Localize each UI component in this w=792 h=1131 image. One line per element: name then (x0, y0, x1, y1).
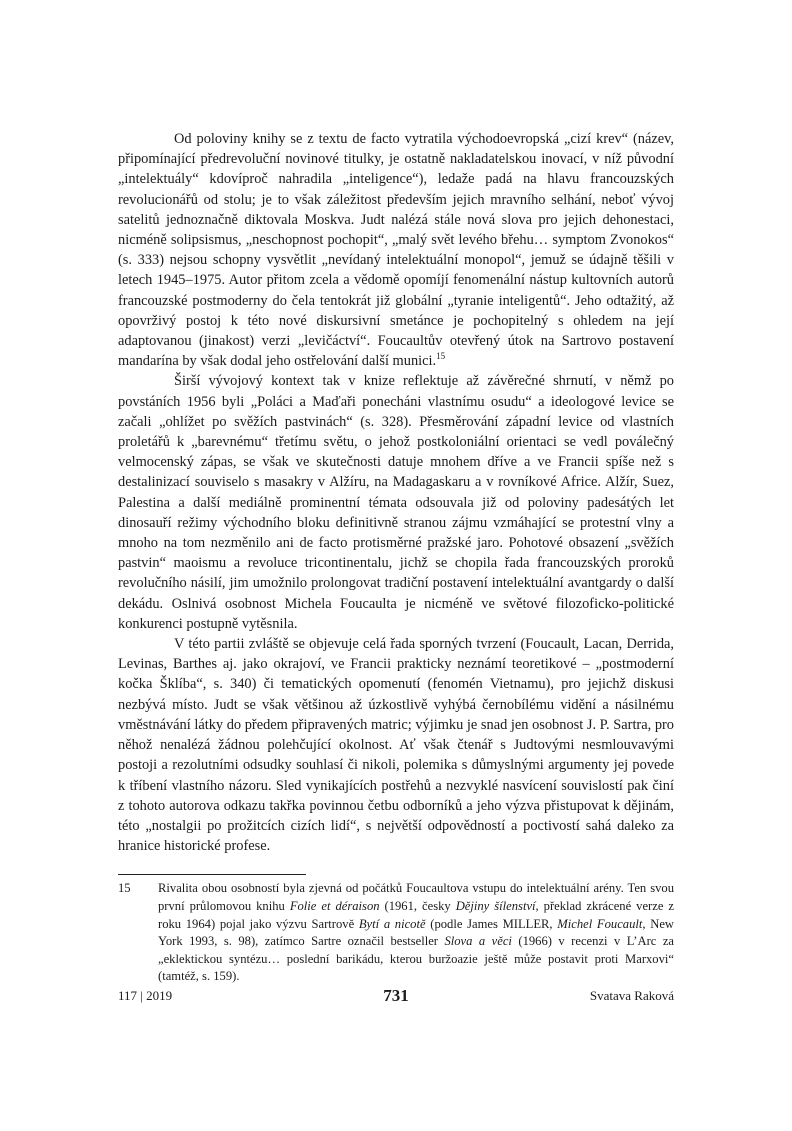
footnote-number: 15 (118, 881, 131, 896)
footnote-separator (118, 874, 306, 875)
page-number: 731 (383, 986, 409, 1005)
paragraph-text: Od poloviny knihy se z textu de facto vytratila východoevropská „cizí krev“ (název, připomínající předrevoluční novinové titulky, je ostatně nakladatelskou inovací, v níž původní „intelektuály“ kdovíproč nahradila „inteligence“), ledaže padá na hlavu francouzských revolucionářů od stolu; je to však záležitost především jejich mravního selhání, neboť vývoj satelitů jednoznačně diktovala Moskva. Judt nalézá stále nová slova pro jejich dehonestaci, nicméně solipsismus, „neschopnost pochopit“, „malý svět levého břehu… symptom Zvonokos“ (s. 333) nejsou schopny vysvětlit „nevídaný intelektuální monopol“, jemuž se údajně těšili v letech 1945–1975. Autor přitom zcela a vědomě opomíjí fenomenální nástup kultovních autorů francouzské postmoderny do čela tentokrát již globální „tyranie inteligentů“. Jeho odtažitý, až opovrživý postoj k této nové diskursivní smetánce je pochopitelný s ohledem na její adaptovanou (jinakost) verzi „levičáctví“. Foucaultův otevřený útok na Sartrovo postavení mandarína by však dodal jeho ostřelování další munici. (118, 131, 674, 370)
footnote-text-segment: Rivalita obou osobností byla zjevná od počátků Foucaultova vstupu do intelektuální arény. Ten svou první průlomovou knihu (158, 881, 674, 913)
page-content (118, 129, 674, 986)
article-body (118, 129, 674, 856)
issue-label: 117 | 2019 (118, 988, 173, 1003)
book-title-italic: Michel Foucault (557, 916, 643, 931)
paragraph (118, 634, 674, 856)
book-title-italic: Slova a věci (444, 934, 512, 949)
footnote-text-segment: (1966) v recenzi v L’Arc za „eklektickou syntézu… poslední barikádu, kterou buržoazie ještě může postavit proti Marxovi“ (tamtéž, s. 159). (158, 934, 674, 984)
paragraph (118, 129, 674, 371)
footnote-text (158, 880, 674, 986)
paragraph (118, 371, 674, 634)
book-title-italic: Bytí a nicotě (358, 916, 426, 931)
footnote (118, 880, 674, 986)
paragraph-text: Širší vývojový kontext tak v knize reflektuje až závěrečné shrnutí, v němž po povstáních 1956 byli „Poláci a Maďaři ponecháni vlastnímu osudu“ a ideologové levice se začali „ohlížet po svěžích pastvinách“ (s. 328). Přesměrování západní levice od vlastních proletářů k „barevnému“ třetímu světu, o jehož postkoloniální orientaci se vedl poválečný velmocenský zápas, se však ve skutečnosti datuje mnohem dříve a ve Francii spíše než s destalinizací souviselo s masakry v Alžíru, na Madagaskaru a v rovníkové Africe. Alžír, Suez, Palestina a další mediálně prominentní témata odsouvala již od poloviny padesátých let dinosauří režimy východního bloku definitivně stranou zájmu vzmáhající se protestní vlny a mnoho na tom nezměnilo ani de facto protisměrné pražské jaro. Pohotové obsazení „svěžích pastvin“ maoismu a revoluce tricontinentalu, jichž se chopila řada francouzských proroků revolučního násilí, jim umožnilo prolongovat tradiční postavení intelektuální avantgardy o další dekádu. Oslnivá osobnost Michela Foucaulta je nicméně ve světové filozoficko-politické konkurenci postupně vytěsnila. (118, 373, 674, 632)
footnote-reference[interactable]: 15 (436, 351, 446, 362)
page-footer (118, 986, 674, 1010)
footnote-text-segment: , překlad zkrácené verze z roku 1964) pojal jako výzvu Sartrově (158, 898, 674, 931)
footnote-text-segment: , New York 1993, s. 98), zatímco Sartre označil bestseller (158, 916, 674, 949)
footnote-text-segment: (podle James MILLER, (425, 916, 558, 931)
footnote-text-segment: (1961, česky (379, 898, 456, 913)
author-name: Svatava Raková (589, 988, 674, 1003)
paragraph-text: V této partii zvláště se objevuje celá řada sporných tvrzení (Foucault, Lacan, Derrida, Levinas, Barthes aj. jako okrajoví, ve Francii prakticky neznámí teoretikové – „postmoderní kočka Šklíba“, s. 340) či tematických opomenutí (fenomén Vietnamu), pro jejichž diskusi nezbývá místo. Judt se však většinou až úzkostlivě vyhýbá černobílému vidění a násilnému vměstnávání látky do předem připravených matric; výjimku je snad jen osobnost J. P. Sartra, pro něhož nenalézá žádnou polehčující okolnost. Ať však čtenář s Judtovými nesmlouvavými postoji a rezolutními odsudky souhlasí či nikoli, polemika s důmyslnými argumenty jej povede k tříbení vlastního názoru. Sled vynikajících postřehů a nezvyklé nasvícení souvislostí pak činí z tohoto autorova odkazu takřka povinnou četbu odborníků a jeho výzva přistupovat k dějinám, této „nostalgii po prožitcích cizích lidí“, s největší odpovědností a poctivostí sahá daleko za hranice historické profese. (118, 636, 674, 855)
book-title-italic: Dějiny šílenství (455, 898, 536, 913)
book-title-italic: Folie et déraison (289, 898, 380, 913)
